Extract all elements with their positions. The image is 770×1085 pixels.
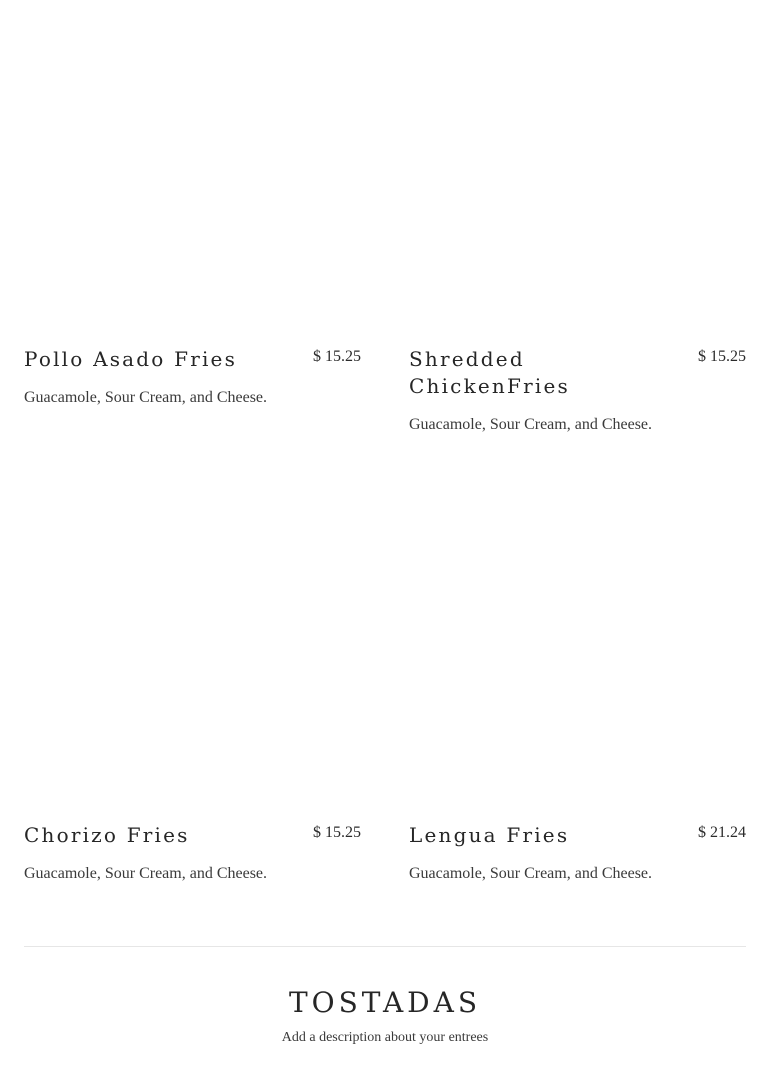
item-name: Pollo Asado Fries: [24, 347, 238, 371]
item-description: Guacamole, Sour Cream, and Cheese.: [24, 865, 268, 882]
item-header: [409, 822, 746, 849]
section-divider: [24, 946, 746, 947]
item-price: $ 15.25: [313, 348, 361, 365]
item-description: Guacamole, Sour Cream, and Cheese.: [409, 865, 653, 882]
menu-item[interactable]: [24, 0, 361, 406]
item-image: [24, 476, 361, 816]
item-image: [409, 476, 746, 816]
item-description: Guacamole, Sour Cream, and Cheese.: [409, 416, 653, 433]
item-header: [24, 822, 361, 849]
menu-item[interactable]: [409, 476, 746, 882]
item-image: [24, 0, 361, 340]
item-price: $ 15.25: [698, 348, 746, 365]
item-image: [409, 0, 746, 340]
item-header: [409, 346, 746, 400]
section-description: Add a description about your entrees: [281, 1030, 489, 1045]
item-price: $ 15.25: [313, 824, 361, 841]
item-price: $ 21.24: [698, 824, 746, 841]
item-name: Chorizo Fries: [24, 823, 190, 847]
item-description: Guacamole, Sour Cream, and Cheese.: [24, 389, 268, 406]
item-name: Lengua Fries: [409, 823, 570, 847]
section-title: TOSTADAS: [288, 986, 482, 1019]
item-name: Shredded ChickenFries: [409, 347, 570, 398]
item-header: [24, 346, 361, 373]
menu-item[interactable]: [409, 0, 746, 433]
menu-item[interactable]: [24, 476, 361, 882]
